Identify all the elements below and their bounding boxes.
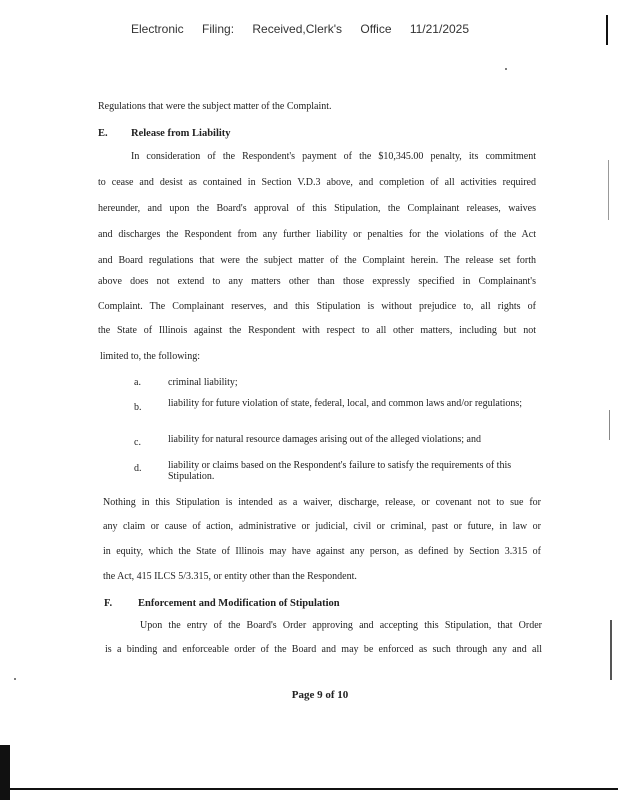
para-e-line-5: and Board regulations that were the subject matter of the Complaint herein. The release set forth — [98, 255, 536, 266]
scan-edge-mark — [609, 410, 610, 440]
scan-dust — [14, 678, 16, 680]
header-part-2: Filing: — [202, 22, 235, 36]
scan-edge-mark — [608, 160, 609, 220]
para-f-line-1: Upon the entry of the Board's Order approving and accepting this Stipulation, that Order — [140, 620, 542, 631]
list-letter-d: d. — [134, 463, 142, 474]
list-item-a: criminal liability; — [168, 377, 238, 388]
para-nothing-line-2: any claim or cause of action, administrative or judicial, civil or criminal, past or future, in law or — [103, 521, 541, 532]
scan-edge-mark — [610, 620, 612, 680]
section-e-letter: E. — [98, 128, 108, 139]
para-e-line-6: above does not extend to any matters other than those expressly specified in Complainant's — [98, 276, 536, 287]
list-item-d: liability or claims based on the Respondent's failure to satisfy the requirements of this Stipulation. — [168, 460, 512, 482]
list-letter-c: c. — [134, 437, 141, 448]
para-nothing-line-3: in equity, which the State of Illinois may have against any person, as defined by Section 3.315 of — [103, 546, 541, 557]
scan-dust — [505, 68, 507, 70]
para-e-line-9: limited to, the following: — [100, 351, 200, 362]
page-number: Page 9 of 10 — [291, 689, 349, 701]
header-part-5: 11/21/2025 — [409, 22, 470, 36]
header-part-4: Office — [360, 22, 392, 36]
list-item-c: liability for natural resource damages arising out of the alleged violations; and — [168, 434, 481, 445]
para-e-line-7: Complaint. The Complainant reserves, and this Stipulation is without prejudice to, all rights of — [98, 301, 536, 312]
section-f-title: Enforcement and Modification of Stipulation — [138, 598, 340, 609]
intro-line: Regulations that were the subject matter of the Complaint. — [98, 101, 332, 112]
filing-stamp-header — [0, 22, 600, 36]
list-letter-b: b. — [134, 402, 142, 413]
para-nothing-line-4: the Act, 415 ILCS 5/3.315, or entity other than the Respondent. — [103, 571, 357, 582]
scan-edge-block — [0, 745, 10, 800]
scan-edge-mark — [606, 15, 608, 45]
list-item-b: liability for future violation of state, federal, local, and common laws and/or regulations; — [168, 398, 523, 409]
scan-bottom-line — [0, 788, 618, 790]
list-letter-a: a. — [134, 377, 141, 388]
section-e-title: Release from Liability — [131, 128, 231, 139]
header-part-1: Electronic — [130, 22, 184, 36]
para-e-line-4: and discharges the Respondent from any further liability or penalties for the violations of the Act — [98, 229, 536, 240]
para-e-line-1: In consideration of the Respondent's payment of the $10,345.00 penalty, its commitment — [131, 151, 536, 162]
para-e-line-2: to cease and desist as contained in Section V.D.3 above, and completion of all activities required — [98, 177, 536, 188]
para-f-line-2: is a binding and enforceable order of the Board and may be enforced as such through any and all — [105, 644, 542, 655]
para-nothing-line-1: Nothing in this Stipulation is intended as a waiver, discharge, release, or covenant not to sue for — [103, 497, 541, 508]
header-part-3: Received,Clerk's — [252, 22, 343, 36]
para-e-line-3: hereunder, and upon the Board's approval of this Stipulation, the Complainant releases, waives — [98, 203, 536, 214]
section-f-letter: F. — [104, 598, 113, 609]
para-e-line-8: the State of Illinois against the Respondent with respect to all other matters, including but not — [98, 325, 536, 336]
